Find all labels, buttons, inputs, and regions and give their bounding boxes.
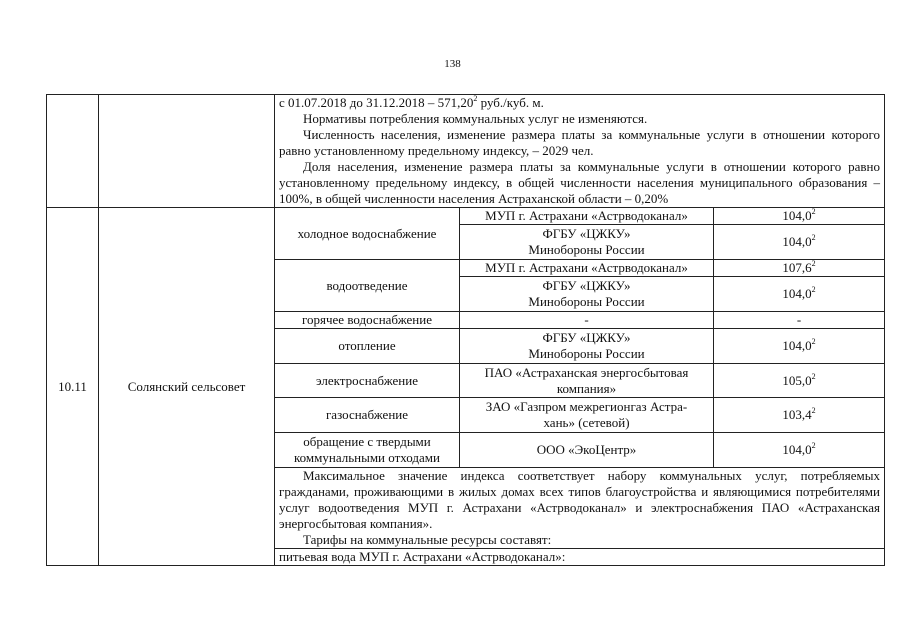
index-cell: -: [714, 312, 885, 329]
service-cell: отопление: [275, 329, 460, 364]
provider-cell: ООО «ЭкоЦентр»: [460, 433, 714, 468]
water-tariff-cell: [275, 549, 885, 566]
provider-cell: ФГБУ «ЦЖКУ» Минобороны России: [460, 329, 714, 364]
provider-cell: ФГБУ «ЦЖКУ» Минобороны России: [460, 225, 714, 260]
row-number-cell: 10.11: [47, 208, 99, 566]
index-cell: 103,4$^2$: [714, 398, 885, 433]
municipality-cell: Солянский сельсовет: [99, 208, 275, 566]
service-cell: газоснабжение: [275, 398, 460, 433]
max-index-paragraph: Максимальное значение индекса соответствует набору коммунальных услуг, потребляемых гражданами, проживающими в жилых домах всех типов благоустройства и являющимися потребителями услуг водоотведения МУП г. Астрахани «Астрводоканал» и электроснабжения ПАО «Астраханская энергосбытовая компания».: [279, 468, 880, 531]
table-row: [47, 95, 885, 208]
provider-cell: ЗАО «Газпром межрегионгаз Астра- хань» (сетевой): [460, 398, 714, 433]
row-number-cell-empty: [47, 95, 99, 208]
top-text-cell: [275, 95, 885, 208]
provider-cell: -: [460, 312, 714, 329]
service-cell: горячее водоснабжение: [275, 312, 460, 329]
provider-cell: МУП г. Астрахани «Астрводоканал»: [460, 208, 714, 225]
index-cell: 104,0$^2$: [714, 329, 885, 364]
municipality-cell-empty: [99, 95, 275, 208]
index-cell: 107,6$^2$: [714, 260, 885, 277]
service-cell: водоотведение: [275, 260, 460, 312]
index-cell: 105,0$^2$: [714, 364, 885, 398]
page-number: 138: [444, 58, 461, 70]
summary-text-cell: [275, 468, 885, 549]
service-cell: электроснабжение: [275, 364, 460, 398]
norms-paragraph: Нормативы потребления коммунальных услуг не изменяются.: [303, 111, 648, 126]
provider-cell: МУП г. Астрахани «Астрводоканал»: [460, 260, 714, 277]
tariffs-paragraph: Тарифы на коммунальные ресурсы составят:: [303, 532, 552, 547]
index-cell: 104,0$^2$: [714, 277, 885, 312]
population-paragraph: Численность населения, изменение размера платы за коммунальные услуги в отношении которого равно установленному предельному индексу, – 2029 чел.: [279, 127, 880, 158]
index-cell: 104,0$^2$: [714, 208, 885, 225]
share-paragraph: Доля населения, изменение размера платы за коммунальные услуги в отношении которого равно установленному предельному индексу, в общей численности населения муниципального образования – 100%, в общей численности населения Астраханской области – 0,20%: [279, 159, 880, 206]
tariff-table: [46, 94, 885, 566]
index-cell: 104,0$^2$: [714, 225, 885, 260]
water-paragraph: питьевая вода МУП г. Астрахани «Астрводоканал»:: [279, 549, 566, 564]
provider-cell: ПАО «Астраханская энергосбытовая компания»: [460, 364, 714, 398]
index-cell: 104,0$^2$: [714, 433, 885, 468]
table-row: [47, 208, 885, 225]
service-cell: обращение с твердыми коммунальными отходами: [275, 433, 460, 468]
provider-cell: ФГБУ «ЦЖКУ» Минобороны России: [460, 277, 714, 312]
tariff-line: с 01.07.2018 до 31.12.2018 – 571,20$^2$ руб./куб. м.: [279, 94, 544, 110]
service-cell: холодное водоснабжение: [275, 208, 460, 260]
